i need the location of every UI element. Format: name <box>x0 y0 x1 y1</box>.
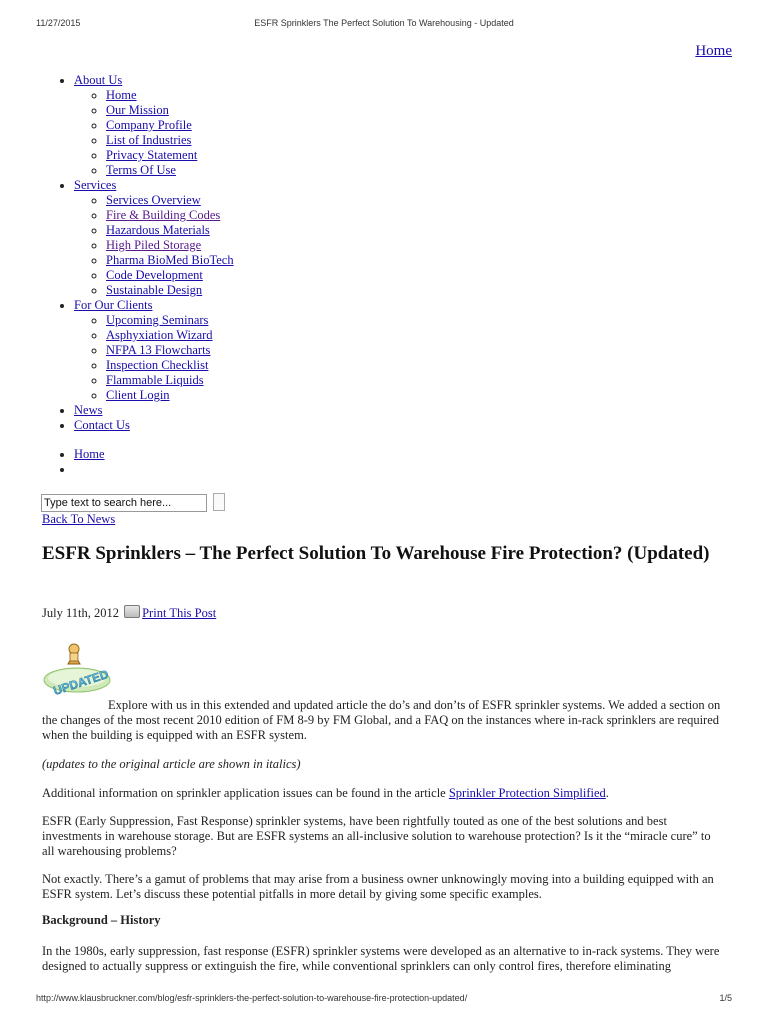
menu-item <box>106 328 234 343</box>
menu-item <box>106 148 234 163</box>
back-to-news-link[interactable]: Back To News <box>42 512 116 526</box>
intro-text: Explore with us in this extended and updated article the do’s and don’ts of ESFR sprinkler systems. We added a section on the changes of the most recent 2010 edition of FM 8-9 by FM Global, and a FAQ on the instances where in-rack sprinklers are required when the building is equipped with an ESFR system. <box>42 698 721 742</box>
badge-text: UPDATED <box>51 667 111 698</box>
search-input[interactable] <box>41 494 207 512</box>
print-url: http://www.klausbruckner.com/blog/esfr-sprinklers-the-perfect-solution-to-warehouse-fire-protection-updated/ <box>36 993 468 1003</box>
menu-item <box>106 268 234 283</box>
printer-icon[interactable] <box>124 605 140 618</box>
history-text: In the 1980s, early suppression, fast response (ESFR) sprinkler systems were developed as an alternative to in-rack systems. They were designed to actually suppress or extinguish the fire, while conventional sprinklers can only control fires, therefore eliminating <box>42 944 720 973</box>
menu-services-link[interactable]: Services <box>74 178 117 192</box>
problems-text: Not exactly. There’s a gamut of problems that may arise from a business owner unknowingly moving into a building equipped with an ESFR system. Let’s discuss these potential pitfalls in more detail by giving some specific examples. <box>42 872 714 901</box>
menu-news-link[interactable]: News <box>74 403 103 417</box>
breadcrumb-item-empty <box>74 462 105 477</box>
menu-about-company-profile[interactable]: Company Profile <box>106 118 192 132</box>
sprinkler-protection-link[interactable]: Sprinkler Protection Simplified <box>448 786 606 800</box>
article-meta <box>42 605 216 621</box>
menu-services-hazmat[interactable]: Hazardous Materials <box>106 223 210 237</box>
menu-item <box>106 238 234 253</box>
menu-about-industries[interactable]: List of Industries <box>106 133 192 147</box>
menu-item <box>106 103 234 118</box>
menu-about-privacy[interactable]: Privacy Statement <box>106 148 198 162</box>
article-date: July 11th, 2012 <box>42 606 119 620</box>
menu-item <box>106 283 234 298</box>
top-home-link[interactable]: Home <box>695 43 732 59</box>
updates-note-text: (updates to the original article are shown in italics) <box>42 757 301 771</box>
menu-item <box>106 313 234 328</box>
article-title: ESFR Sprinklers – The Perfect Solution To Warehouse Fire Protection? (Updated) <box>42 543 710 564</box>
menu-item <box>106 373 234 388</box>
updated-badge-icon <box>40 640 112 698</box>
additional-info-paragraph <box>42 786 726 801</box>
menu-item <box>106 208 234 223</box>
menu-about-terms[interactable]: Terms Of Use <box>106 163 176 177</box>
esfr-text: ESFR (Early Suppression, Fast Response) sprinkler systems, have been rightfully touted as one of the best solutions and best investments in warehouse storage. But are ESFR systems an all-inclusive solution to warehouse protection? Is it the “miracle cure” to all warehousing problems? <box>42 814 711 858</box>
pdf-header <box>0 18 768 32</box>
esfr-paragraph <box>42 814 726 859</box>
problems-paragraph <box>42 872 726 902</box>
menu-clients-inspection[interactable]: Inspection Checklist <box>106 358 209 372</box>
menu-news <box>74 403 234 418</box>
menu-contact-link[interactable]: Contact Us <box>74 418 130 432</box>
section-heading-background <box>42 913 726 928</box>
menu-item <box>106 118 234 133</box>
additional-info-text: Additional information on sprinkler application issues can be found in the article <box>42 786 449 800</box>
menu-clients-nfpa13[interactable]: NFPA 13 Flowcharts <box>106 343 211 357</box>
menu-services <box>74 178 234 298</box>
menu-services-pharma[interactable]: Pharma BioMed BioTech <box>106 253 234 267</box>
menu-clients <box>74 298 234 403</box>
menu-services-fire-codes[interactable]: Fire & Building Codes <box>106 208 221 222</box>
menu-item <box>106 388 234 403</box>
menu-services-overview[interactable]: Services Overview <box>106 193 201 207</box>
menu-about-mission[interactable]: Our Mission <box>106 103 169 117</box>
menu-item <box>106 88 234 103</box>
menu-clients-flammable[interactable]: Flammable Liquids <box>106 373 204 387</box>
menu-item <box>106 193 234 208</box>
print-date: 11/27/2015 <box>36 18 81 28</box>
pdf-footer <box>0 993 768 1007</box>
menu-item <box>106 343 234 358</box>
menu-about-link[interactable]: About Us <box>74 73 123 87</box>
menu-clients-link[interactable]: For Our Clients <box>74 298 153 312</box>
search-form <box>41 493 225 512</box>
updates-note <box>42 757 726 772</box>
menu-about-home[interactable]: Home <box>106 88 137 102</box>
menu-item <box>106 253 234 268</box>
main-menu <box>42 73 234 433</box>
menu-item <box>106 133 234 148</box>
section-heading-text: Background – History <box>42 913 161 927</box>
menu-clients-login[interactable]: Client Login <box>106 388 170 402</box>
print-doc-title: ESFR Sprinklers The Perfect Solution To Warehousing - Updated <box>254 18 514 28</box>
menu-contact <box>74 418 234 433</box>
history-paragraph <box>42 944 726 974</box>
menu-item <box>106 163 234 178</box>
intro-paragraph <box>42 698 726 743</box>
breadcrumb <box>42 447 105 477</box>
menu-clients-seminars[interactable]: Upcoming Seminars <box>106 313 209 327</box>
menu-item <box>106 223 234 238</box>
search-button[interactable] <box>213 493 225 511</box>
page-number: 1/5 <box>719 993 732 1003</box>
breadcrumb-home-link[interactable]: Home <box>74 447 105 461</box>
menu-services-code-dev[interactable]: Code Development <box>106 268 203 282</box>
additional-info-end: . <box>605 786 609 800</box>
print-this-post-link[interactable]: Print This Post <box>142 606 217 620</box>
menu-services-high-piled[interactable]: High Piled Storage <box>106 238 202 252</box>
menu-services-sustainable[interactable]: Sustainable Design <box>106 283 203 297</box>
breadcrumb-item <box>74 447 105 462</box>
menu-item <box>106 358 234 373</box>
menu-clients-asphyxiation[interactable]: Asphyxiation Wizard <box>106 328 213 342</box>
menu-about <box>74 73 234 178</box>
